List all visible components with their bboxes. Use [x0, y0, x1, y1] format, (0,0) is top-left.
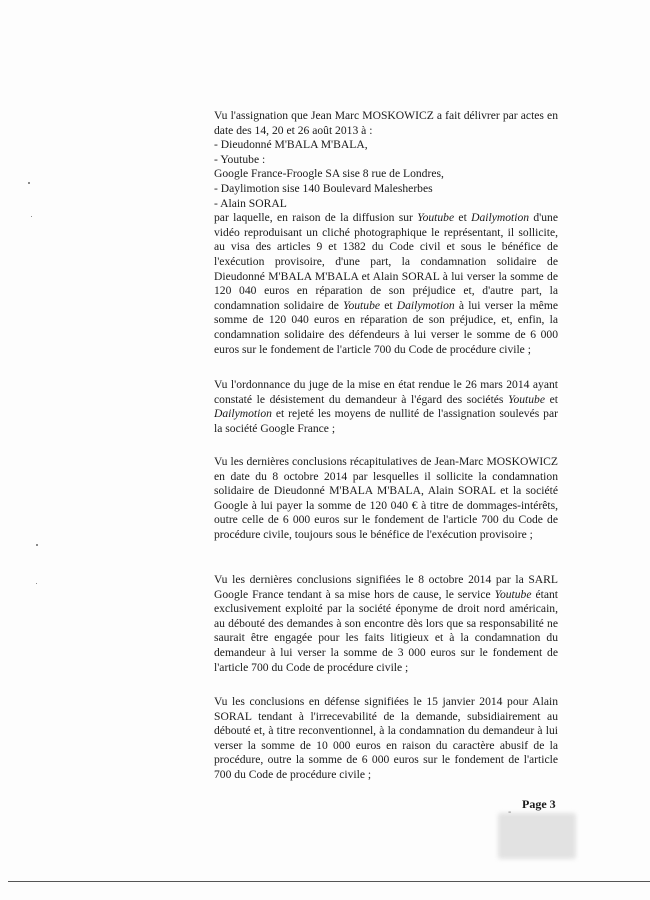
scan-speck — [36, 544, 38, 546]
line-defendant-soral: - Alain SORAL — [214, 196, 287, 210]
bottom-rule — [8, 881, 650, 882]
paragraph-assignation-body: par laquelle, en raison de la diffusion sur Youtube et Dailymotion d'une vidéo reproduisant un cliché photographique le représentant, il sollicite, au visa des articles 9 et 1382 du Code civil et sous le bénéfice de l'exécution provisoire, d'une part, la condamnation solidaire de Dieudonné M'BALA M'BALA et Alain SORAL à lui verser la somme de 120 040 euros en réparation de son préjudice et, d'autre part, la condamnation solidaire de Youtube et Dailymotion à lui verser la même somme de 120 040 euros en réparation de son préjudice, et, enfin, la condamnation solidaire des défendeurs à lui verser le somme de 6 000 euros sur le fondement de l'article 700 du Code de procédure civile ; — [214, 211, 558, 356]
paragraph-conclusions-soral: Vu les conclusions en défense signifiées le 15 janvier 2014 pour Alain SORAL tendant à l'irrecevabilité de la demande, subsidiairement au débouté et, à titre reconventionnel, à la condamnation du demandeur à lui verser la somme de 10 000 euros en raison du caractère abusif de la procédure, outre la somme de 6 000 euros sur le fondement de l'article 700 du Code de procédure civile ; — [214, 695, 558, 781]
line-assignation-intro: Vu l'assignation que Jean Marc MOSKOWICZ a fait délivrer par actes en date des 14, 20 et 26 août 2013 à : — [214, 109, 558, 137]
page-number: Page 3 — [522, 797, 556, 811]
redacted-stamp — [498, 813, 576, 859]
scan-speck — [31, 216, 32, 217]
line-dailymotion: - Daylimotion sise 140 Boulevard Malesherbes — [214, 181, 433, 195]
paragraph-assignation — [214, 109, 558, 357]
scan-speck — [36, 583, 37, 584]
paragraph-conclusions-moskowicz: Vu les dernières conclusions récapitulatives de Jean-Marc MOSKOWICZ en date du 8 octobre 2014 par lesquelles il sollicite la condamnation solidaire de Dieudonné M'BALA M'BALA, Alain SORAL et la société Google à lui payer la somme de 120 040 € à titre de dommages-intérêts, outre celle de 6 000 euros sur le fondement de l'article 700 du Code de procédure civile, toujours sous le bénéfice de l'exécution provisoire ; — [214, 455, 558, 541]
scan-speck — [28, 182, 30, 184]
line-google-france: Google France-Froogle SA sise 8 rue de Londres, — [214, 167, 444, 181]
line-defendant-youtube: - Youtube : — [214, 152, 266, 166]
line-defendant-mbala: - Dieudonné M'BALA M'BALA, — [214, 138, 368, 152]
paragraph-conclusions-google: Vu les dernières conclusions signifiées le 8 octobre 2014 par la SARL Google France tendant à sa mise hors de cause, le service Youtube étant exclusivement exploité par la société éponyme de droit nord américain, au débouté des demandes à son encontre dès lors que sa responsabilité ne saurait être engagée pour les faits litigieux et à la condamnation du demandeur à lui verser la somme de 3 000 euros sur le fondement de l'article 700 du Code de procédure civile ; — [214, 573, 558, 674]
paragraph-ordonnance: Vu l'ordonnance du juge de la mise en état rendue le 26 mars 2014 ayant constaté le désistement du demandeur à l'égard des sociétés Youtube et Dailymotion et rejeté les moyens de nullité de l'assignation soulevés par la société Google France ; — [214, 378, 558, 435]
